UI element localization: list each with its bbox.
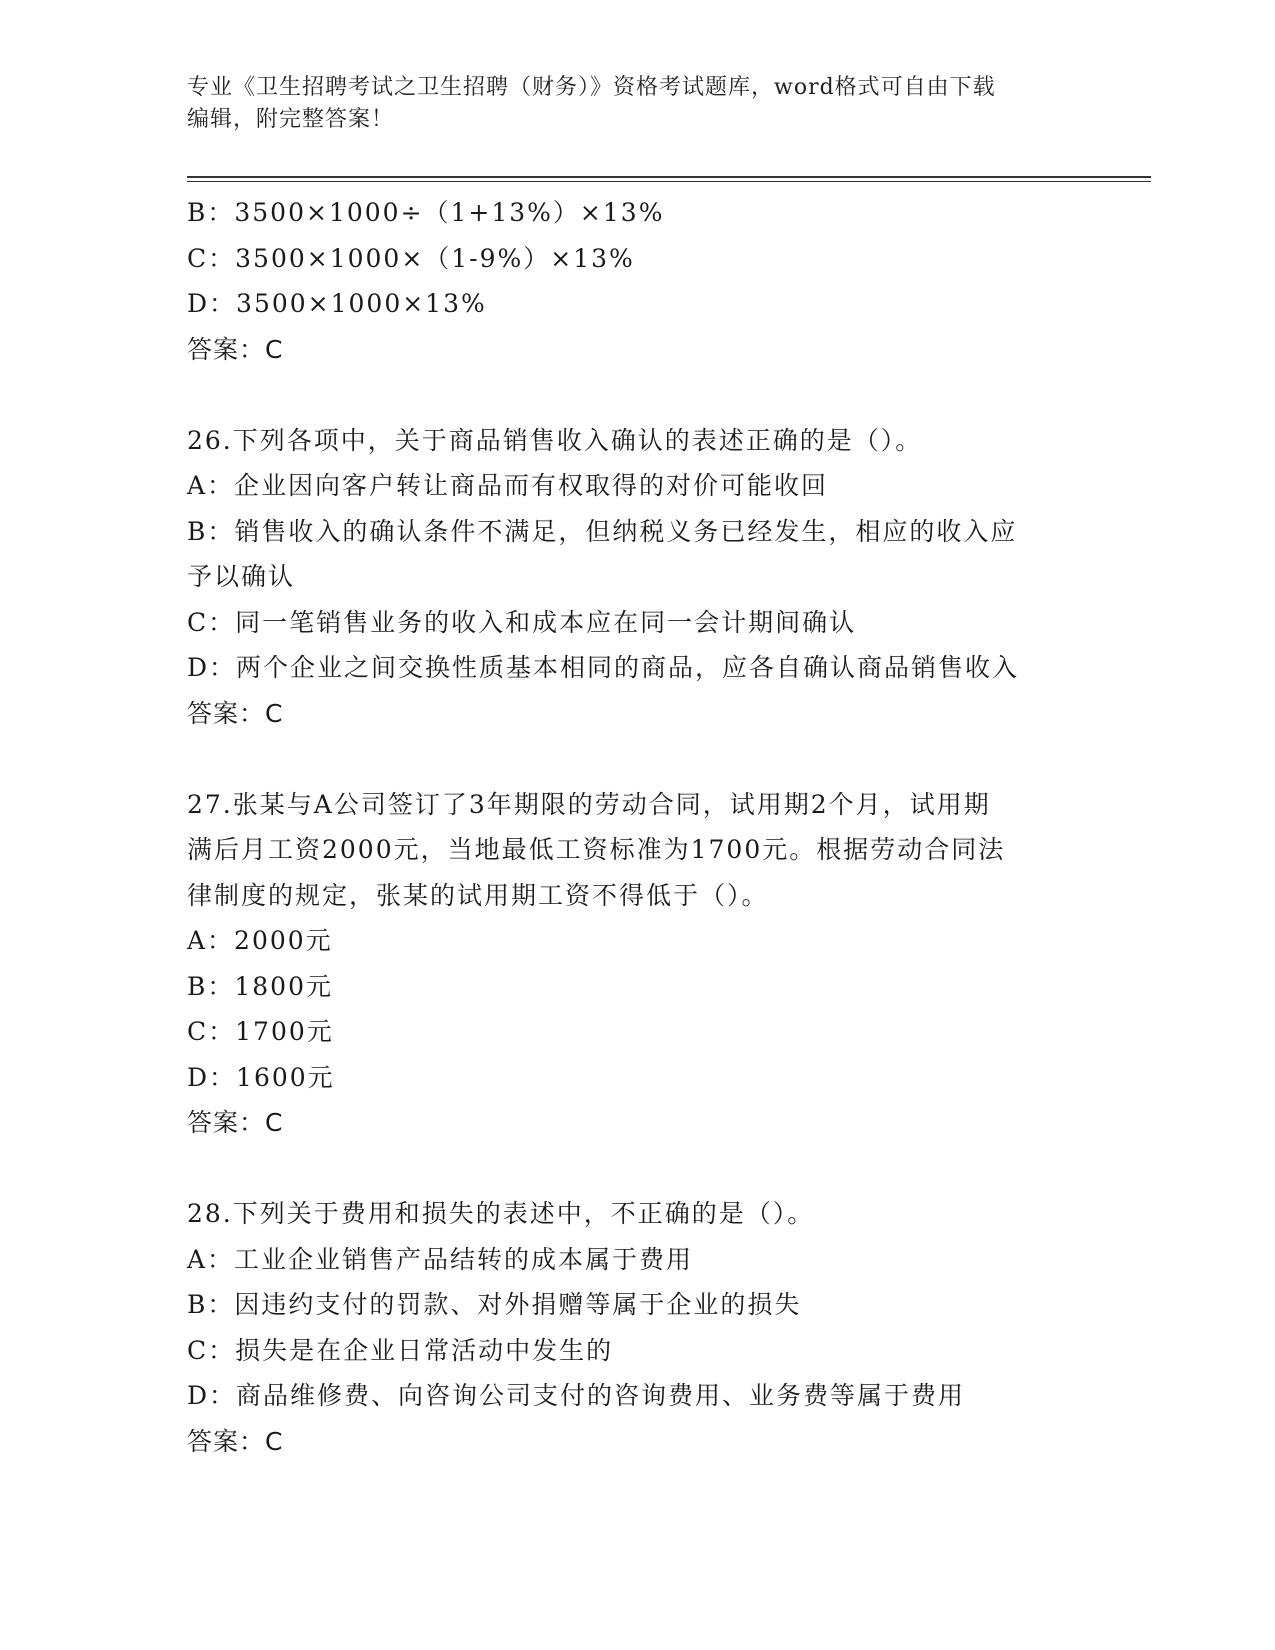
answer-line: 答案：C <box>187 1426 284 1456</box>
prev-question-block <box>187 190 1087 372</box>
option-c: C：损失是在企业日常活动中发生的 <box>187 1335 614 1365</box>
option-c: C：3500×1000×（1-9%）×13% <box>187 243 635 273</box>
option-a: A：2000元 <box>187 926 333 955</box>
question-stem: 28.下列关于费用和损失的表述中，不正确的是（）。 <box>187 1199 815 1228</box>
header-line-2: 编辑，附完整答案！ <box>187 107 395 132</box>
option-b: B：因违约支付的罚款、对外捐赠等属于企业的损失 <box>187 1290 802 1319</box>
question-stem-continued: 满后月工资2000元，当地最低工资标准为1700元。根据劳动合同法 <box>187 835 1006 864</box>
answer-line: 答案：C <box>187 1108 284 1137</box>
question-stem: 27.张某与A公司签订了3年期限的劳动合同，试用期2个月，试用期 <box>187 789 991 819</box>
option-b: B：1800元 <box>187 971 333 1001</box>
option-d: D：商品维修费、向咨询公司支付的咨询费用、业务费等属于费用 <box>187 1381 966 1410</box>
question-stem: 26.下列各项中，关于商品销售收入确认的表述正确的是（）。 <box>187 425 923 455</box>
spacer <box>187 736 1087 782</box>
answer-line: 答案：C <box>187 334 284 364</box>
document-header <box>187 72 1067 136</box>
option-c: C：同一笔销售业务的收入和成本应在同一会计期间确认 <box>187 607 857 637</box>
spacer <box>187 1146 1087 1192</box>
question-26 <box>187 418 1087 737</box>
option-b-continued: 予以确认 <box>187 562 296 591</box>
option-a: A：企业因向客户转让商品而有权取得的对价可能收回 <box>187 471 829 500</box>
answer-line: 答案：C <box>187 698 284 728</box>
header-divider-thick <box>187 176 1151 178</box>
option-d: D：1600元 <box>187 1062 335 1092</box>
option-d: D：两个企业之间交换性质基本相同的商品，应各自确认商品销售收入 <box>187 653 1020 682</box>
question-28 <box>187 1191 1087 1464</box>
question-content <box>187 190 1087 1464</box>
question-27 <box>187 782 1087 1146</box>
option-c: C：1700元 <box>187 1017 334 1046</box>
option-a: A：工业企业销售产品结转的成本属于费用 <box>187 1244 694 1274</box>
option-d: D：3500×1000×13% <box>187 289 487 318</box>
header-divider-thin <box>187 181 1151 182</box>
option-b: B：3500×1000÷（1+13%）×13% <box>187 198 665 227</box>
question-stem-continued: 律制度的规定，张某的试用期工资不得低于（）。 <box>187 880 769 910</box>
header-line-1: 专业《卫生招聘考试之卫生招聘（财务）》资格考试题库，word格式可自由下载 <box>187 75 996 100</box>
spacer <box>187 372 1087 418</box>
option-b: B：销售收入的确认条件不满足，但纳税义务已经发生，相应的收入应 <box>187 516 1018 546</box>
